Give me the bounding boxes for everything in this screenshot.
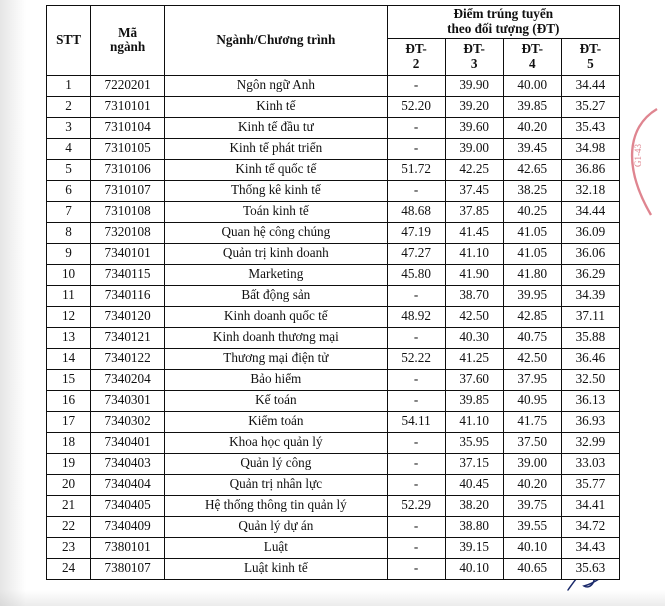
table-header [47, 6, 620, 76]
cell-dt5: 32.99 [561, 432, 619, 453]
cell-dt3: 39.20 [445, 96, 503, 117]
cell-dt4: 39.95 [503, 285, 561, 306]
column-header-dt4 [503, 38, 561, 75]
cell-nganh: Quản trị kinh doanh [165, 243, 387, 264]
cell-dt5: 34.98 [561, 138, 619, 159]
cell-dt3: 42.25 [445, 159, 503, 180]
cell-dt5: 35.63 [561, 558, 619, 579]
cell-nganh: Luật [165, 537, 387, 558]
cell-dt2: 48.92 [387, 306, 445, 327]
column-header-dt4-line2: 4 [528, 55, 536, 71]
cell-stt: 24 [47, 558, 91, 579]
cell-ma-nganh: 7340116 [91, 285, 165, 306]
column-header-ma-nganh-line2: ngành [110, 39, 146, 55]
cell-nganh: Toán kinh tế [165, 201, 387, 222]
table-row [47, 201, 620, 222]
cell-dt2: 51.72 [387, 159, 445, 180]
cell-dt5: 36.09 [561, 222, 619, 243]
table-row [47, 369, 620, 390]
header-row-top [47, 6, 620, 39]
cell-dt3: 41.10 [445, 411, 503, 432]
cell-stt: 8 [47, 222, 91, 243]
cell-dt3: 38.80 [445, 516, 503, 537]
cell-dt4: 40.95 [503, 390, 561, 411]
cell-nganh: Thống kê kinh tế [165, 180, 387, 201]
cell-dt3: 39.00 [445, 138, 503, 159]
cell-dt2: 47.19 [387, 222, 445, 243]
group-header-line1: Điểm trúng tuyển [453, 6, 554, 21]
cell-dt5: 33.03 [561, 453, 619, 474]
cell-ma-nganh: 7380107 [91, 558, 165, 579]
cell-dt4: 39.55 [503, 516, 561, 537]
cell-dt2: - [387, 558, 445, 579]
table-row [47, 222, 620, 243]
cell-dt3: 40.30 [445, 327, 503, 348]
red-stamp-mark [617, 105, 663, 225]
cell-dt2: 47.27 [387, 243, 445, 264]
cell-dt5: 34.44 [561, 75, 619, 96]
cell-stt: 19 [47, 453, 91, 474]
cell-stt: 20 [47, 474, 91, 495]
table-body [47, 75, 620, 579]
column-header-dt2 [387, 38, 445, 75]
cell-dt3: 38.70 [445, 285, 503, 306]
cell-ma-nganh: 7340401 [91, 432, 165, 453]
cell-nganh: Kinh tế đầu tư [165, 117, 387, 138]
cell-nganh: Kinh tế phát triển [165, 138, 387, 159]
table-row [47, 180, 620, 201]
cell-nganh: Marketing [165, 264, 387, 285]
cell-dt5: 35.43 [561, 117, 619, 138]
cell-dt3: 39.85 [445, 390, 503, 411]
cell-dt4: 42.85 [503, 306, 561, 327]
cell-dt4: 39.00 [503, 453, 561, 474]
cell-dt5: 36.13 [561, 390, 619, 411]
cell-nganh: Bất động sản [165, 285, 387, 306]
column-header-ma-nganh-line1: Mã [118, 24, 138, 40]
column-header-dt2-line2: 2 [412, 55, 420, 71]
cell-dt2: - [387, 537, 445, 558]
cell-dt3: 37.45 [445, 180, 503, 201]
cell-stt: 7 [47, 201, 91, 222]
cell-dt3: 40.45 [445, 474, 503, 495]
column-header-dt5-line1: ĐT- [579, 40, 602, 56]
cell-ma-nganh: 7310107 [91, 180, 165, 201]
cell-dt2: - [387, 390, 445, 411]
table-row [47, 516, 620, 537]
cell-dt5: 36.93 [561, 411, 619, 432]
table-row [47, 558, 620, 579]
cell-dt4: 41.80 [503, 264, 561, 285]
svg-text:G1-43: G1-43 [633, 144, 643, 167]
cell-dt5: 37.11 [561, 306, 619, 327]
cell-dt4: 41.75 [503, 411, 561, 432]
table-row [47, 285, 620, 306]
cell-ma-nganh: 7310108 [91, 201, 165, 222]
cell-dt3: 41.90 [445, 264, 503, 285]
column-header-group-diem [387, 6, 619, 39]
cell-ma-nganh: 7340121 [91, 327, 165, 348]
cell-nganh: Kinh doanh thương mại [165, 327, 387, 348]
cell-ma-nganh: 7310106 [91, 159, 165, 180]
cell-stt: 3 [47, 117, 91, 138]
cell-stt: 4 [47, 138, 91, 159]
cell-dt5: 32.18 [561, 180, 619, 201]
cell-dt5: 32.50 [561, 369, 619, 390]
cell-dt4: 39.75 [503, 495, 561, 516]
cell-dt2: - [387, 180, 445, 201]
cell-ma-nganh: 7340302 [91, 411, 165, 432]
cell-dt5: 34.72 [561, 516, 619, 537]
table-row [47, 474, 620, 495]
cell-dt4: 40.10 [503, 537, 561, 558]
cell-dt3: 39.15 [445, 537, 503, 558]
cell-nganh: Kinh doanh quốc tế [165, 306, 387, 327]
table-row [47, 348, 620, 369]
table-row [47, 432, 620, 453]
table-row [47, 537, 620, 558]
cell-dt4: 39.85 [503, 96, 561, 117]
cell-nganh: Kế toán [165, 390, 387, 411]
table-row [47, 264, 620, 285]
cell-dt4: 40.65 [503, 558, 561, 579]
cell-nganh: Luật kinh tế [165, 558, 387, 579]
column-header-dt4-line1: ĐT- [521, 40, 544, 56]
column-header-stt: STT [47, 6, 91, 76]
cell-dt2: 52.29 [387, 495, 445, 516]
cell-dt5: 34.41 [561, 495, 619, 516]
cell-dt5: 35.27 [561, 96, 619, 117]
cell-ma-nganh: 7310101 [91, 96, 165, 117]
group-header-line2: theo đối tượng (ĐT) [447, 20, 560, 36]
cell-dt4: 41.05 [503, 243, 561, 264]
table-row [47, 306, 620, 327]
cell-dt5: 36.86 [561, 159, 619, 180]
cell-dt5: 34.39 [561, 285, 619, 306]
cell-stt: 12 [47, 306, 91, 327]
cell-dt5: 34.44 [561, 201, 619, 222]
cell-dt3: 37.60 [445, 369, 503, 390]
cell-dt5: 36.29 [561, 264, 619, 285]
table-row [47, 327, 620, 348]
page-edge-shadow-left [0, 0, 26, 606]
cell-dt3: 35.95 [445, 432, 503, 453]
page-edge-shadow-bottom [0, 590, 665, 606]
cell-dt3: 41.25 [445, 348, 503, 369]
cell-dt2: - [387, 117, 445, 138]
cell-dt3: 38.20 [445, 495, 503, 516]
cell-dt4: 40.20 [503, 117, 561, 138]
cell-dt5: 35.88 [561, 327, 619, 348]
cell-nganh: Quan hệ công chúng [165, 222, 387, 243]
cell-ma-nganh: 7220201 [91, 75, 165, 96]
cell-stt: 18 [47, 432, 91, 453]
cell-stt: 5 [47, 159, 91, 180]
cell-ma-nganh: 7340204 [91, 369, 165, 390]
cell-dt4: 40.25 [503, 201, 561, 222]
column-header-dt5-line2: 5 [587, 55, 594, 71]
cell-dt3: 41.45 [445, 222, 503, 243]
cell-ma-nganh: 7340115 [91, 264, 165, 285]
cell-stt: 23 [47, 537, 91, 558]
cell-dt5: 35.77 [561, 474, 619, 495]
cell-stt: 2 [47, 96, 91, 117]
table-row [47, 243, 620, 264]
table-row [47, 411, 620, 432]
cell-ma-nganh: 7340122 [91, 348, 165, 369]
cell-dt3: 37.15 [445, 453, 503, 474]
cell-dt5: 36.46 [561, 348, 619, 369]
cell-stt: 10 [47, 264, 91, 285]
cell-ma-nganh: 7320108 [91, 222, 165, 243]
cell-dt3: 39.90 [445, 75, 503, 96]
cell-ma-nganh: 7310105 [91, 138, 165, 159]
cell-ma-nganh: 7380101 [91, 537, 165, 558]
cell-dt2: - [387, 369, 445, 390]
column-header-nganh: Ngành/Chương trình [165, 6, 387, 76]
table-row [47, 495, 620, 516]
cell-ma-nganh: 7340409 [91, 516, 165, 537]
cell-stt: 11 [47, 285, 91, 306]
admission-scores-table [46, 5, 620, 580]
cell-ma-nganh: 7340301 [91, 390, 165, 411]
cell-dt2: 48.68 [387, 201, 445, 222]
cell-dt3: 42.50 [445, 306, 503, 327]
cell-dt4: 39.45 [503, 138, 561, 159]
column-header-ma-nganh [91, 6, 165, 76]
cell-dt4: 41.05 [503, 222, 561, 243]
table-row [47, 75, 620, 96]
cell-ma-nganh: 7340403 [91, 453, 165, 474]
cell-stt: 1 [47, 75, 91, 96]
column-header-dt3-line1: ĐT- [463, 40, 485, 56]
cell-stt: 17 [47, 411, 91, 432]
cell-dt2: - [387, 453, 445, 474]
cell-stt: 16 [47, 390, 91, 411]
cell-ma-nganh: 7340405 [91, 495, 165, 516]
cell-nganh: Ngôn ngữ Anh [165, 75, 387, 96]
cell-nganh: Kiểm toán [165, 411, 387, 432]
cell-dt3: 39.60 [445, 117, 503, 138]
cell-dt2: 52.20 [387, 96, 445, 117]
cell-dt3: 40.10 [445, 558, 503, 579]
cell-nganh: Quản trị nhân lực [165, 474, 387, 495]
cell-nganh: Hệ thống thông tin quản lý [165, 495, 387, 516]
cell-dt4: 40.00 [503, 75, 561, 96]
cell-dt2: - [387, 516, 445, 537]
cell-dt5: 34.43 [561, 537, 619, 558]
cell-dt2: - [387, 327, 445, 348]
cell-dt4: 42.65 [503, 159, 561, 180]
table-row [47, 117, 620, 138]
cell-dt2: 45.80 [387, 264, 445, 285]
table-row [47, 96, 620, 117]
cell-stt: 14 [47, 348, 91, 369]
cell-dt2: - [387, 285, 445, 306]
cell-stt: 21 [47, 495, 91, 516]
column-header-dt3 [445, 38, 503, 75]
cell-dt2: - [387, 138, 445, 159]
cell-nganh: Bảo hiểm [165, 369, 387, 390]
cell-ma-nganh: 7340120 [91, 306, 165, 327]
cell-dt2: - [387, 75, 445, 96]
cell-stt: 13 [47, 327, 91, 348]
table-row [47, 159, 620, 180]
cell-dt4: 40.75 [503, 327, 561, 348]
cell-nganh: Kinh tế quốc tế [165, 159, 387, 180]
cell-stt: 6 [47, 180, 91, 201]
cell-dt4: 37.95 [503, 369, 561, 390]
table-row [47, 138, 620, 159]
cell-ma-nganh: 7340101 [91, 243, 165, 264]
cell-ma-nganh: 7340404 [91, 474, 165, 495]
cell-ma-nganh: 7310104 [91, 117, 165, 138]
cell-stt: 22 [47, 516, 91, 537]
table-row [47, 453, 620, 474]
cell-dt3: 37.85 [445, 201, 503, 222]
cell-nganh: Quản lý dự án [165, 516, 387, 537]
cell-dt2: - [387, 432, 445, 453]
cell-nganh: Quản lý công [165, 453, 387, 474]
column-header-dt5 [561, 38, 619, 75]
cell-stt: 15 [47, 369, 91, 390]
cell-nganh: Thương mại điện tử [165, 348, 387, 369]
cell-dt4: 37.50 [503, 432, 561, 453]
cell-stt: 9 [47, 243, 91, 264]
cell-dt4: 38.25 [503, 180, 561, 201]
cell-dt4: 40.20 [503, 474, 561, 495]
cell-dt3: 41.10 [445, 243, 503, 264]
cell-dt2: 54.11 [387, 411, 445, 432]
cell-dt2: 52.22 [387, 348, 445, 369]
cell-dt4: 42.50 [503, 348, 561, 369]
cell-nganh: Kinh tế [165, 96, 387, 117]
cell-nganh: Khoa học quản lý [165, 432, 387, 453]
table-row [47, 390, 620, 411]
column-header-dt2-line1: ĐT- [405, 40, 427, 56]
column-header-dt3-line2: 3 [470, 55, 478, 71]
cell-dt5: 36.06 [561, 243, 619, 264]
cell-dt2: - [387, 474, 445, 495]
